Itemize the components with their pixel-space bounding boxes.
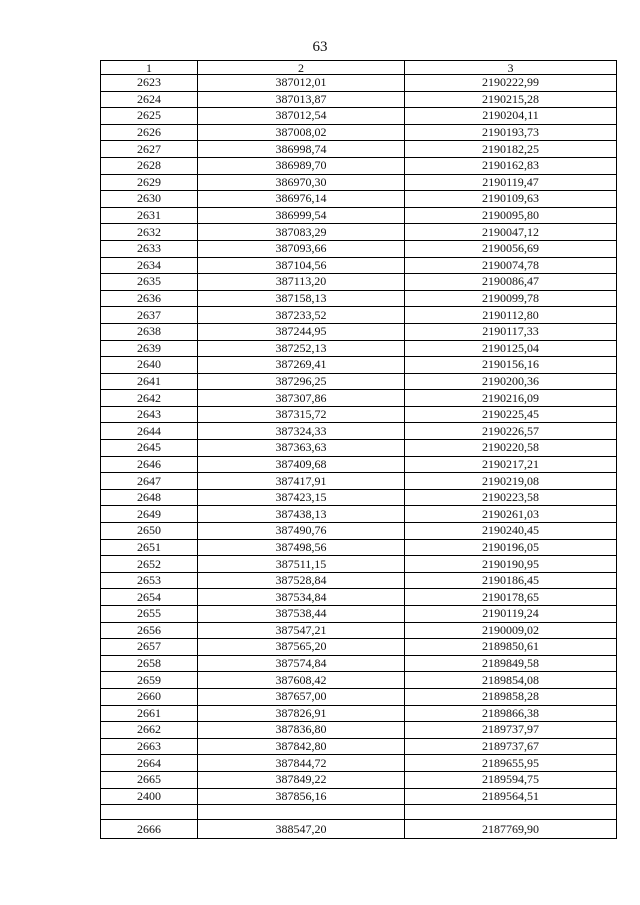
cell-point-number: 2642 <box>101 390 198 407</box>
cell-y-coordinate: 2190112,80 <box>405 307 617 324</box>
cell-y-coordinate: 2189850,61 <box>405 639 617 656</box>
cell-x-coordinate: 387158,13 <box>198 290 405 307</box>
table-row <box>101 556 617 573</box>
cell-y-coordinate: 2189849,58 <box>405 655 617 672</box>
table-row <box>101 423 617 440</box>
cell-x-coordinate: 387423,15 <box>198 489 405 506</box>
cell-x-coordinate: 387269,41 <box>198 357 405 374</box>
cell-point-number: 2647 <box>101 473 198 490</box>
cell-x-coordinate: 387012,54 <box>198 108 405 125</box>
cell-x-coordinate: 387657,00 <box>198 688 405 705</box>
cell-x-coordinate: 387498,56 <box>198 539 405 556</box>
cell-y-coordinate: 2190119,47 <box>405 174 617 191</box>
cell-y-coordinate: 2189854,08 <box>405 672 617 689</box>
cell-x-coordinate: 387534,84 <box>198 589 405 606</box>
table-row <box>101 157 617 174</box>
cell-x-coordinate: 387013,87 <box>198 91 405 108</box>
cell-point-number: 2652 <box>101 556 198 573</box>
cell-point-number: 2649 <box>101 506 198 523</box>
cell-x-coordinate: 387842,80 <box>198 738 405 755</box>
cell-y-coordinate: 2190119,24 <box>405 606 617 623</box>
table-row <box>101 440 617 457</box>
cell-point-number: 2653 <box>101 572 198 589</box>
cell-point-number: 2626 <box>101 124 198 141</box>
cell-x-coordinate: 387093,66 <box>198 240 405 257</box>
cell-x-coordinate: 387490,76 <box>198 523 405 540</box>
cell-y-coordinate: 2190178,65 <box>405 589 617 606</box>
cell-y-coordinate: 2189858,28 <box>405 688 617 705</box>
cell-y-coordinate: 2190056,69 <box>405 240 617 257</box>
cell-y-coordinate: 2190182,25 <box>405 141 617 158</box>
cell-x-coordinate: 386999,54 <box>198 207 405 224</box>
cell-point-number: 2660 <box>101 688 198 705</box>
cell-x-coordinate: 387252,13 <box>198 340 405 357</box>
cell-point-number: 2400 <box>101 788 198 805</box>
cell-point-number: 2666 <box>101 820 198 839</box>
table-row <box>101 257 617 274</box>
cell-x-coordinate: 387363,63 <box>198 440 405 457</box>
table-row <box>101 357 617 374</box>
table-row <box>101 755 617 772</box>
table-row <box>101 820 617 839</box>
cell-y-coordinate <box>405 805 617 820</box>
table-row <box>101 788 617 805</box>
cell-point-number: 2644 <box>101 423 198 440</box>
table-row <box>101 672 617 689</box>
cell-point-number: 2659 <box>101 672 198 689</box>
page-number: 63 <box>312 39 328 55</box>
cell-x-coordinate: 387307,86 <box>198 390 405 407</box>
cell-point-number: 2628 <box>101 157 198 174</box>
cell-y-coordinate: 2190217,21 <box>405 456 617 473</box>
cell-point-number: 2623 <box>101 75 198 92</box>
cell-point-number: 2625 <box>101 108 198 125</box>
cell-point-number: 2657 <box>101 639 198 656</box>
cell-y-coordinate: 2190074,78 <box>405 257 617 274</box>
cell-point-number: 2638 <box>101 323 198 340</box>
table-row <box>101 75 617 92</box>
table-row <box>101 207 617 224</box>
table-row <box>101 738 617 755</box>
cell-y-coordinate: 2190226,57 <box>405 423 617 440</box>
cell-point-number: 2656 <box>101 622 198 639</box>
table-row <box>101 539 617 556</box>
table-row <box>101 191 617 208</box>
table-row <box>101 340 617 357</box>
table-row <box>101 639 617 656</box>
cell-y-coordinate: 2190204,11 <box>405 108 617 125</box>
cell-y-coordinate: 2190095,80 <box>405 207 617 224</box>
cell-point-number: 2637 <box>101 307 198 324</box>
table-row <box>101 406 617 423</box>
table-row <box>101 390 617 407</box>
cell-x-coordinate: 387547,21 <box>198 622 405 639</box>
cell-y-coordinate: 2190109,63 <box>405 191 617 208</box>
cell-x-coordinate: 387836,80 <box>198 722 405 739</box>
table-row <box>101 606 617 623</box>
cell-point-number: 2665 <box>101 771 198 788</box>
cell-point-number: 2632 <box>101 224 198 241</box>
cell-point-number: 2631 <box>101 207 198 224</box>
table-row <box>101 805 617 820</box>
cell-y-coordinate: 2190117,33 <box>405 323 617 340</box>
cell-y-coordinate: 2190240,45 <box>405 523 617 540</box>
coordinates-table <box>100 60 617 839</box>
cell-y-coordinate: 2190215,28 <box>405 91 617 108</box>
cell-x-coordinate: 387244,95 <box>198 323 405 340</box>
table-row <box>101 373 617 390</box>
cell-point-number: 2655 <box>101 606 198 623</box>
header-x-coordinate: 2 <box>198 61 405 75</box>
table-row <box>101 489 617 506</box>
table-row <box>101 290 617 307</box>
cell-x-coordinate: 387409,68 <box>198 456 405 473</box>
cell-y-coordinate: 2190223,58 <box>405 489 617 506</box>
cell-point-number: 2629 <box>101 174 198 191</box>
cell-y-coordinate: 2190219,08 <box>405 473 617 490</box>
cell-point-number <box>101 805 198 820</box>
table-row <box>101 572 617 589</box>
cell-x-coordinate: 387083,29 <box>198 224 405 241</box>
cell-point-number: 2624 <box>101 91 198 108</box>
cell-x-coordinate: 388547,20 <box>198 820 405 839</box>
cell-x-coordinate: 387844,72 <box>198 755 405 772</box>
cell-x-coordinate: 387511,15 <box>198 556 405 573</box>
table-row <box>101 523 617 540</box>
cell-x-coordinate <box>198 805 405 820</box>
cell-point-number: 2658 <box>101 655 198 672</box>
cell-x-coordinate: 386989,70 <box>198 157 405 174</box>
cell-point-number: 2634 <box>101 257 198 274</box>
cell-y-coordinate: 2190099,78 <box>405 290 617 307</box>
cell-x-coordinate: 387826,91 <box>198 705 405 722</box>
cell-y-coordinate: 2190216,09 <box>405 390 617 407</box>
table-row <box>101 771 617 788</box>
cell-y-coordinate: 2190225,45 <box>405 406 617 423</box>
table-row <box>101 274 617 291</box>
cell-point-number: 2664 <box>101 755 198 772</box>
cell-y-coordinate: 2190047,12 <box>405 224 617 241</box>
cell-y-coordinate: 2190196,05 <box>405 539 617 556</box>
cell-y-coordinate: 2190261,03 <box>405 506 617 523</box>
cell-x-coordinate: 387565,20 <box>198 639 405 656</box>
cell-point-number: 2640 <box>101 357 198 374</box>
cell-point-number: 2627 <box>101 141 198 158</box>
table-row <box>101 108 617 125</box>
cell-point-number: 2645 <box>101 440 198 457</box>
cell-point-number: 2661 <box>101 705 198 722</box>
table-row <box>101 141 617 158</box>
table-row <box>101 174 617 191</box>
cell-y-coordinate: 2190193,73 <box>405 124 617 141</box>
cell-y-coordinate: 2190009,02 <box>405 622 617 639</box>
cell-y-coordinate: 2189737,97 <box>405 722 617 739</box>
cell-point-number: 2646 <box>101 456 198 473</box>
table-row <box>101 506 617 523</box>
table-row <box>101 307 617 324</box>
cell-x-coordinate: 387012,01 <box>198 75 405 92</box>
table-row <box>101 622 617 639</box>
cell-point-number: 2654 <box>101 589 198 606</box>
cell-point-number: 2643 <box>101 406 198 423</box>
table-header-row <box>101 61 617 75</box>
cell-y-coordinate: 2189866,38 <box>405 705 617 722</box>
cell-x-coordinate: 387608,42 <box>198 672 405 689</box>
cell-y-coordinate: 2190162,83 <box>405 157 617 174</box>
cell-x-coordinate: 387528,84 <box>198 572 405 589</box>
cell-y-coordinate: 2190220,58 <box>405 440 617 457</box>
cell-y-coordinate: 2190222,99 <box>405 75 617 92</box>
cell-point-number: 2651 <box>101 539 198 556</box>
cell-y-coordinate: 2190190,95 <box>405 556 617 573</box>
cell-y-coordinate: 2190125,04 <box>405 340 617 357</box>
cell-x-coordinate: 387856,16 <box>198 788 405 805</box>
cell-y-coordinate: 2189564,51 <box>405 788 617 805</box>
table-row <box>101 91 617 108</box>
cell-x-coordinate: 386970,30 <box>198 174 405 191</box>
cell-point-number: 2630 <box>101 191 198 208</box>
cell-x-coordinate: 387008,02 <box>198 124 405 141</box>
header-point-number: 1 <box>101 61 198 75</box>
cell-x-coordinate: 386976,14 <box>198 191 405 208</box>
cell-x-coordinate: 387438,13 <box>198 506 405 523</box>
cell-point-number: 2636 <box>101 290 198 307</box>
cell-x-coordinate: 387849,22 <box>198 771 405 788</box>
cell-x-coordinate: 387574,84 <box>198 655 405 672</box>
table-row <box>101 124 617 141</box>
table-row <box>101 323 617 340</box>
table-row <box>101 722 617 739</box>
cell-x-coordinate: 387233,52 <box>198 307 405 324</box>
table-row <box>101 655 617 672</box>
cell-y-coordinate: 2189594,75 <box>405 771 617 788</box>
cell-x-coordinate: 387315,72 <box>198 406 405 423</box>
cell-y-coordinate: 2190200,36 <box>405 373 617 390</box>
cell-point-number: 2650 <box>101 523 198 540</box>
cell-x-coordinate: 387417,91 <box>198 473 405 490</box>
cell-y-coordinate: 2187769,90 <box>405 820 617 839</box>
cell-x-coordinate: 387324,33 <box>198 423 405 440</box>
cell-x-coordinate: 387296,25 <box>198 373 405 390</box>
table-row <box>101 240 617 257</box>
cell-point-number: 2641 <box>101 373 198 390</box>
table-row <box>101 473 617 490</box>
cell-y-coordinate: 2190156,16 <box>405 357 617 374</box>
cell-point-number: 2639 <box>101 340 198 357</box>
table-row <box>101 224 617 241</box>
cell-point-number: 2635 <box>101 274 198 291</box>
cell-y-coordinate: 2189655,95 <box>405 755 617 772</box>
cell-point-number: 2648 <box>101 489 198 506</box>
cell-x-coordinate: 386998,74 <box>198 141 405 158</box>
cell-point-number: 2662 <box>101 722 198 739</box>
cell-y-coordinate: 2190186,45 <box>405 572 617 589</box>
cell-x-coordinate: 387104,56 <box>198 257 405 274</box>
cell-y-coordinate: 2190086,47 <box>405 274 617 291</box>
table-row <box>101 456 617 473</box>
table-row <box>101 705 617 722</box>
table-row <box>101 688 617 705</box>
cell-x-coordinate: 387113,20 <box>198 274 405 291</box>
cell-x-coordinate: 387538,44 <box>198 606 405 623</box>
table-body <box>101 75 617 839</box>
table-row <box>101 589 617 606</box>
cell-point-number: 2633 <box>101 240 198 257</box>
header-y-coordinate: 3 <box>405 61 617 75</box>
cell-y-coordinate: 2189737,67 <box>405 738 617 755</box>
cell-point-number: 2663 <box>101 738 198 755</box>
